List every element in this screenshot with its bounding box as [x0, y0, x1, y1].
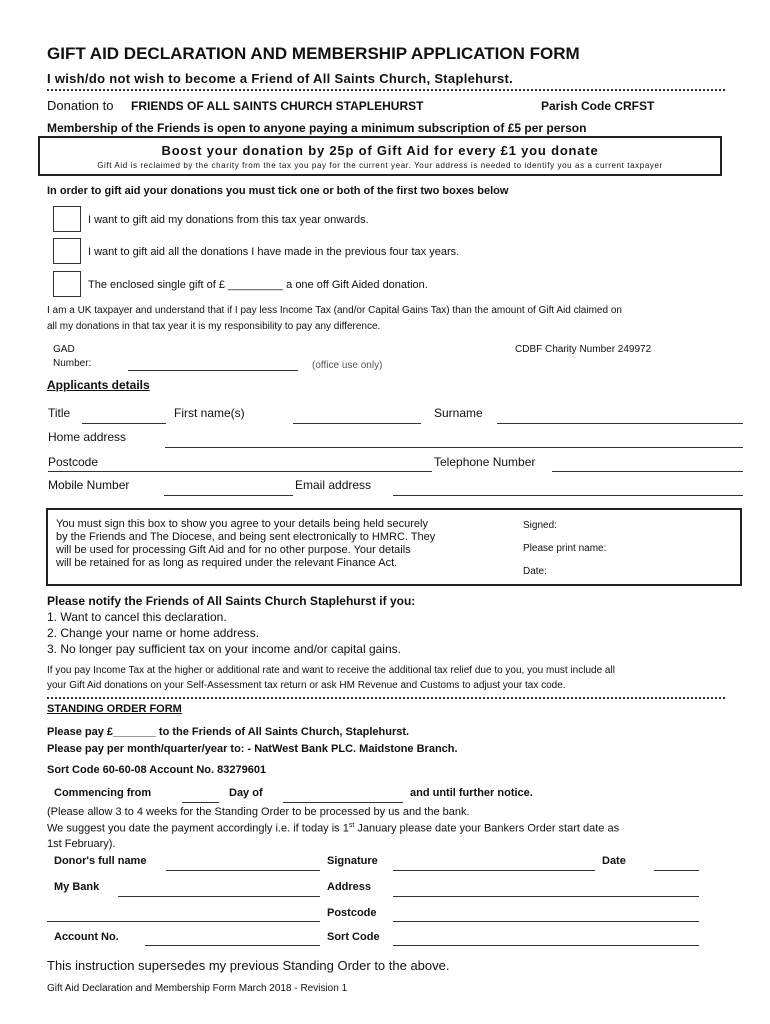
notify-item: 3. No longer pay sufficient tax on your income and/or capital gains.: [47, 642, 401, 656]
consent-line-4: will be retained for as long as required under the relevant Finance Act.: [56, 557, 398, 569]
membership-note: Membership of the Friends is open to anyone paying a minimum subscription of £5 per person: [47, 121, 587, 135]
higher-rate-line-1: If you pay Income Tax at the higher or additional rate and want to receive the additional tax relief due to you, you must include all: [47, 665, 615, 676]
postcode-field[interactable]: [48, 471, 432, 472]
email-label: Email address: [295, 478, 372, 492]
until-notice-label: and until further notice.: [410, 787, 533, 799]
commencing-day-field[interactable]: [182, 802, 219, 803]
first-name-field[interactable]: [293, 423, 421, 424]
bank-address-label: Address: [327, 881, 372, 893]
mobile-label: Mobile Number: [48, 478, 130, 492]
title-field[interactable]: [82, 423, 166, 424]
option-future-label: I want to gift aid my donations from this tax year onwards.: [88, 214, 369, 226]
donor-name-label: Donor's full name: [54, 855, 147, 867]
signature-field[interactable]: [393, 870, 595, 871]
supersedes-note: This instruction supersedes my previous Standing Order to the above.: [47, 958, 450, 973]
suggest-date-note: We suggest you date the payment accordingly i.e. if today is 1st January please date your Bankers Order start date as: [47, 822, 620, 835]
so-date-field[interactable]: [654, 870, 699, 871]
account-no-label: Account No.: [54, 931, 119, 943]
commencing-month-field[interactable]: [283, 802, 403, 803]
email-field[interactable]: [393, 495, 743, 496]
please-pay-line: Please pay £_______ to the Friends of All Saints Church, Staplehurst.: [47, 726, 410, 738]
print-name-label: Please print name:: [523, 543, 607, 554]
boost-subtitle: Gift Aid is reclaimed by the charity from the tax you pay for the current year. Your address is needed to identify you as a current taxpayer: [97, 161, 663, 170]
bank-address-field[interactable]: [393, 896, 699, 897]
so-date-label: Date: [602, 855, 626, 867]
consent-line-3: will be used for processing Gift Aid and for no other purpose. Your details: [56, 544, 411, 556]
telephone-label: Telephone Number: [434, 455, 536, 469]
notify-item: 2. Change your name or home address.: [47, 626, 260, 640]
charity-number: CDBF Charity Number 249972: [515, 344, 652, 355]
signature-label: Signature: [327, 855, 378, 867]
donor-name-field[interactable]: [166, 870, 320, 871]
account-no-field[interactable]: [145, 945, 320, 946]
sort-code-label: Sort Code: [327, 931, 380, 943]
telephone-field[interactable]: [552, 471, 743, 472]
bank-branch-line: Please pay per month/quarter/year to: - NatWest Bank PLC. Maidstone Branch.: [47, 743, 458, 755]
boost-box: [38, 136, 722, 176]
signed-label: Signed:: [523, 520, 557, 531]
consent-date-label: Date:: [523, 566, 547, 577]
home-address-label: Home address: [48, 430, 127, 444]
postcode-label: Postcode: [48, 455, 99, 469]
page-title: GIFT AID DECLARATION AND MEMBERSHIP APPLICATION FORM: [47, 44, 580, 63]
surname-field[interactable]: [497, 423, 743, 424]
option-past-label: I want to gift aid all the donations I have made in the previous four tax years.: [88, 246, 460, 258]
gad-number-field[interactable]: [128, 370, 298, 371]
gift-aid-past-checkbox[interactable]: [53, 238, 81, 264]
consent-box: [46, 508, 742, 586]
donation-org: FRIENDS OF ALL SAINTS CHURCH STAPLEHURST: [131, 99, 424, 113]
gad-number-label: Number:: [53, 358, 92, 369]
mobile-field[interactable]: [164, 495, 293, 496]
applicants-heading: Applicants details: [47, 378, 150, 392]
bank-postcode-label: Postcode: [327, 907, 377, 919]
home-address-field[interactable]: [165, 447, 743, 448]
divider: [47, 89, 725, 91]
footer-revision: Gift Aid Declaration and Membership Form March 2018 - Revision 1: [47, 983, 348, 994]
boost-title: Boost your donation by 25p of Gift Aid for every £1 you donate: [161, 143, 599, 158]
suggest-date-end: 1st February).: [47, 838, 116, 850]
sort-code-field[interactable]: [393, 945, 699, 946]
consent-line-1: You must sign this box to show you agree to your details being held securely: [56, 518, 428, 530]
membership-wish: I wish/do not wish to become a Friend of All Saints Church, Staplehurst.: [47, 71, 514, 86]
my-bank-label: My Bank: [54, 881, 100, 893]
consent-line-2: by the Friends and The Diocese, and being sent electronically to HMRC. They: [56, 531, 436, 543]
commencing-label: Commencing from: [54, 787, 152, 799]
bank-postcode-field[interactable]: [393, 921, 699, 922]
office-use-note: (office use only): [312, 360, 383, 371]
notify-item: 1. Want to cancel this declaration.: [47, 610, 227, 624]
option-single-label: The enclosed single gift of £ _________ a one off Gift Aided donation.: [88, 279, 428, 291]
higher-rate-line-2: your Gift Aid donations on your Self-Assessment tax return or ask HM Revenue and Customs to adjust your tax code.: [47, 680, 566, 691]
title-label: Title: [48, 406, 71, 420]
single-gift-checkbox[interactable]: [53, 271, 81, 297]
sort-account-line: Sort Code 60-60-08 Account No. 83279601: [47, 764, 267, 776]
day-of-label: Day of: [229, 787, 263, 799]
gad-label: GAD: [53, 344, 75, 355]
gift-aid-instruction: In order to gift aid your donations you must tick one or both of the first two boxes below: [47, 185, 509, 197]
surname-label: Surname: [434, 406, 483, 420]
declaration-line-2: all my donations in that tax year it is my responsibility to pay any difference.: [47, 321, 381, 332]
declaration-line-1: I am a UK taxpayer and understand that if I pay less Income Tax (and/or Capital Gains Tax) than the amount of Gift Aid claimed on: [47, 305, 622, 316]
notify-heading: Please notify the Friends of All Saints Church Staplehurst if you:: [47, 594, 416, 608]
divider: [47, 697, 725, 699]
first-name-label: First name(s): [174, 406, 245, 420]
parish-code: Parish Code CRFST: [541, 99, 655, 113]
my-bank-field[interactable]: [118, 896, 320, 897]
standing-order-heading: STANDING ORDER FORM: [47, 703, 182, 715]
gift-aid-future-checkbox[interactable]: [53, 206, 81, 232]
allow-weeks-note: (Please allow 3 to 4 weeks for the Standing Order to be processed by us and the bank.: [47, 806, 470, 818]
donation-label: Donation to: [47, 98, 114, 113]
bank-address-extra-field[interactable]: [47, 921, 320, 922]
